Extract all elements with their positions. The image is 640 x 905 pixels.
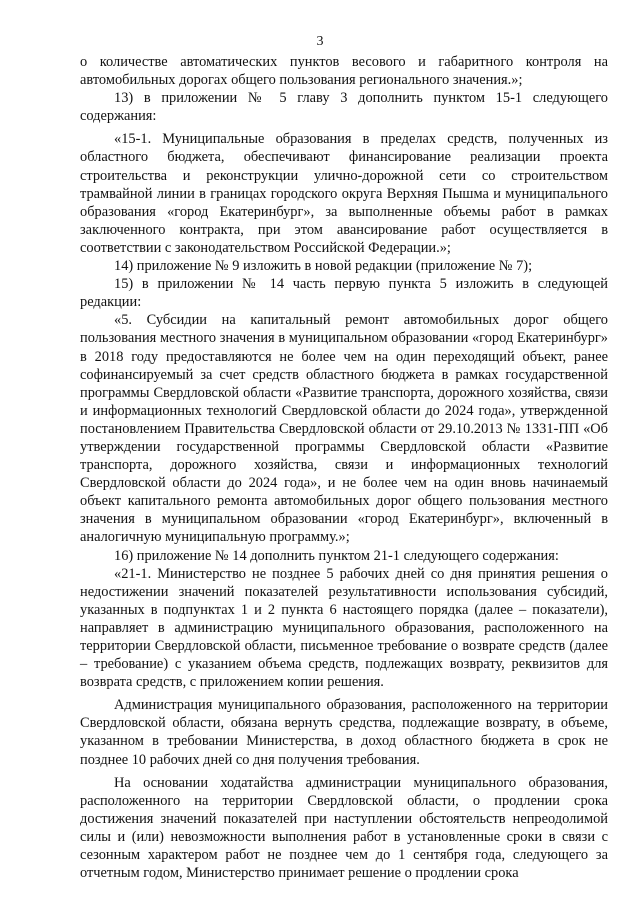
item-16: 16) приложение № 14 дополнить пунктом 21-1 следующего содержания: — [114, 547, 559, 564]
paragraph-continuation: о количестве автоматических пунктов весового и габаритного контроля на автомобильных дорогах общего пользования регионального значения.»; — [80, 54, 608, 89]
paragraph-extension: На основании ходатайства администрации муниципального образования, расположенного на территории Свердловской области, о продлении срока достижения значений показателей при наступлении обстоятельств непреодолимой силы и (или) невозможности выполнения работ в установленные сроки в связи с сезонным характером работ не позднее чем до 1 сентября года, следующего за отчетным годом, Министерство принимает решение о продлении срока — [80, 774, 608, 882]
page-number: 3 — [316, 34, 324, 49]
item-15: 15) в приложении № 14 часть первую пункта 5 изложить в следующей редакции: — [80, 276, 608, 311]
item-14: 14) приложение № 9 изложить в новой редакции (приложение № 7); — [114, 258, 533, 275]
paragraph-administration: Администрация муниципального образования, расположенного на территории Свердловской области, обязана вернуть средства, подлежащие возврату, в объеме, указанном в требовании Министерства, в доход областного бюджета в срок не позднее 10 рабочих дней со дня получения требования. — [80, 697, 608, 768]
clause-21-1: «21-1. Министерство не позднее 5 рабочих дней со дня принятия решения о недостижении значений показателей результативности использования субсидий, указанных в подпунктах 1 и 2 пункта 6 настоящего порядка (далее – показатели), направляет в администрацию муниципального образования, расположенного на территории Свердловской области, письменное требование о возврате средств (далее – требование) с указанием объема средств, подлежащих возврату, реквизитов для возврата средств, с приложением копии решения. — [80, 565, 608, 691]
clause-15-1: «15-1. Муниципальные образования в пределах средств, полученных из областного бюджета, обеспечивают финансирование реализации проекта строительства и реконструкции улично-дорожной сети со строительством трамвайной линии в границах городского округа Верхняя Пышма и муниципального образования «город Екатеринбург», за выполненные объемы работ в рамках заключенного контракта, при этом авансирование работ осуществляется в соответствии с законодательством Российской Федерации.»; — [80, 131, 608, 256]
clause-5: «5. Субсидии на капитальный ремонт автомобильных дорог общего пользования местного значения в муниципальном образовании «город Екатеринбург» в 2018 году предоставляются не более чем на один переходящий объект, ранее софинансируемый за счет средств областного бюджета в рамках государственной программы Свердловской области «Развитие транспорта, дорожного хозяйства, связи и информационных технологий Свердловской области до 2024 года», утвержденной постановлением Правительства Свердловской области от 29.10.2013 № 1331-ПП «Об утверждении государственной программы Свердловской области «Развитие транспорта, дорожного хозяйства, связи и информационных технологий Свердловской области до 2024 года», и не более чем на один вновь начинаемый объект капитального ремонта автомобильных дорог общего пользования местного значения в муниципальном образовании «город Екатеринбург», включенный в аналогичную муниципальную программу.»; — [80, 312, 608, 546]
document-body — [80, 53, 608, 882]
item-13: 13) в приложении № 5 главу 3 дополнить пунктом 15-1 следующего содержания: — [80, 90, 608, 125]
